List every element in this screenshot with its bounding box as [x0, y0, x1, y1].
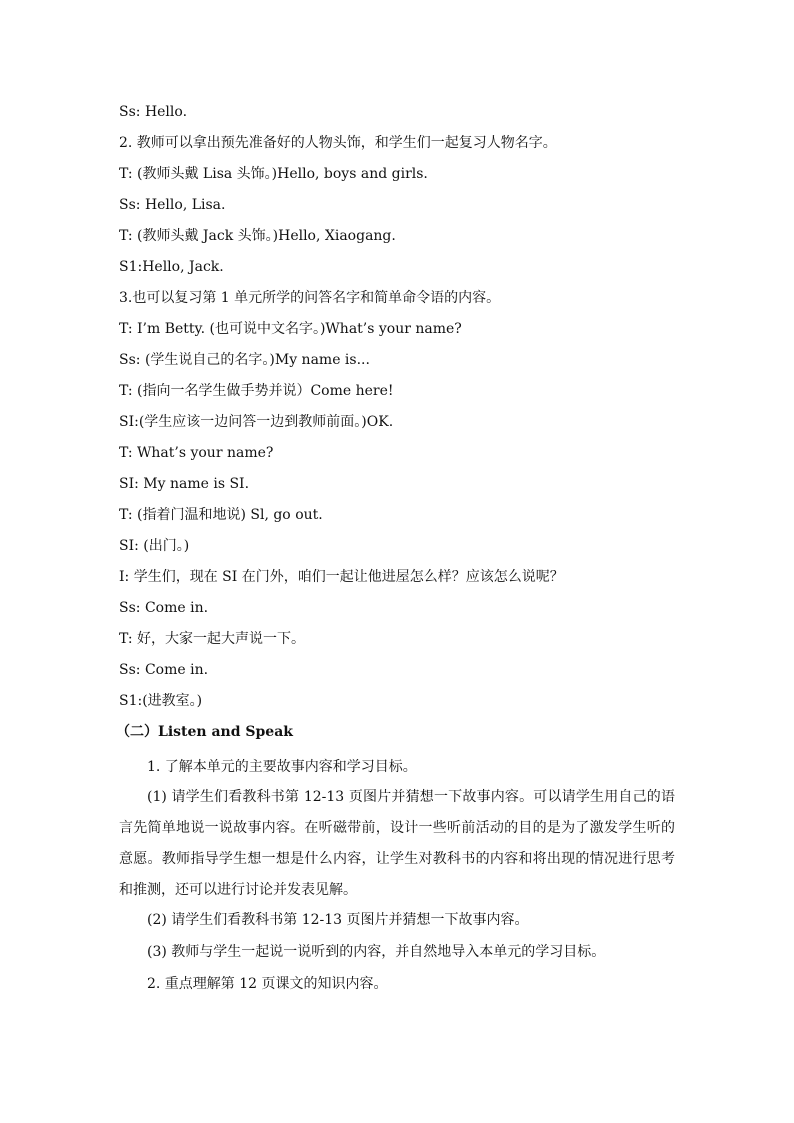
sub-item: (3) 教师与学生一起说一说听到的内容，并自然地导入本单元的学习目标。 [147, 944, 606, 960]
sub-item: (2) 请学生们看教科书第 12-13 页图片并猜想一下故事内容。 [147, 912, 529, 928]
dialogue-line: T: (指向一名学生做手势并说）Come here! [119, 383, 394, 399]
dialogue-line: SI: (出门。) [119, 538, 190, 554]
dialogue-line: Ss: Come in. [119, 662, 209, 678]
dialogue-line: T: (指着门温和地说) Sl, go out. [119, 507, 323, 523]
dialogue-line: T: (教师头戴 Lisa 头饰。)Hello, boys and girls. [119, 166, 428, 182]
dialogue-line: T: (教师头戴 Jack 头饰。)Hello, Xiaogang. [119, 228, 396, 244]
dialogue-line: Ss: Come in. [119, 600, 209, 616]
numbered-item: 2. 重点理解第 12 页课文的知识内容。 [147, 976, 388, 992]
dialogue-line: S1:Hello, Jack. [119, 259, 224, 275]
dialogue-line: Ss: Hello, Lisa. [119, 197, 226, 213]
instruction-line: 2. 教师可以拿出预先准备好的人物头饰，和学生们一起复习人物名字。 [119, 135, 557, 151]
dialogue-line: SI:(学生应该一边问答一边到教师前面。)OK. [119, 414, 394, 430]
dialogue-line: T: 好，大家一起大声说一下。 [119, 631, 306, 647]
dialogue-line: T: What’s your name? [119, 445, 274, 461]
dialogue-line: S1:(进教室。) [119, 693, 203, 709]
dialogue-line: T: I’m Betty. (也可说中文名字。)What’s your name? [119, 321, 462, 337]
sub-item-paragraph [119, 782, 675, 906]
section-heading: （二）Listen and Speak [116, 724, 293, 740]
numbered-item: 1. 了解本单元的主要故事内容和学习目标。 [147, 759, 417, 775]
dialogue-line: Ss: Hello. [119, 104, 188, 120]
dialogue-line: I: 学生们，现在 SI 在门外，咱们一起让他进屋怎么样？应该怎么说呢？ [119, 569, 564, 585]
sub-item-text: (1) 请学生们看教科书第 12-13 页图片并猜想一下故事内容。可以请学生用自己的语言先简单地说一说故事内容。在听磁带前，设计一些听前活动的目的是为了激发学生听的意愿。教师指导学生想一想是什么内容，让学生对教科书的内容和将出现的情况进行思考和推测，还可以进行讨论并发表见解。 [119, 789, 675, 898]
dialogue-line: SI: My name is SI. [119, 476, 250, 492]
dialogue-line: Ss: (学生说自己的名字。)My name is... [119, 352, 370, 368]
instruction-line: 3.也可以复习第 1 单元所学的问答名字和简单命令语的内容。 [119, 290, 501, 306]
